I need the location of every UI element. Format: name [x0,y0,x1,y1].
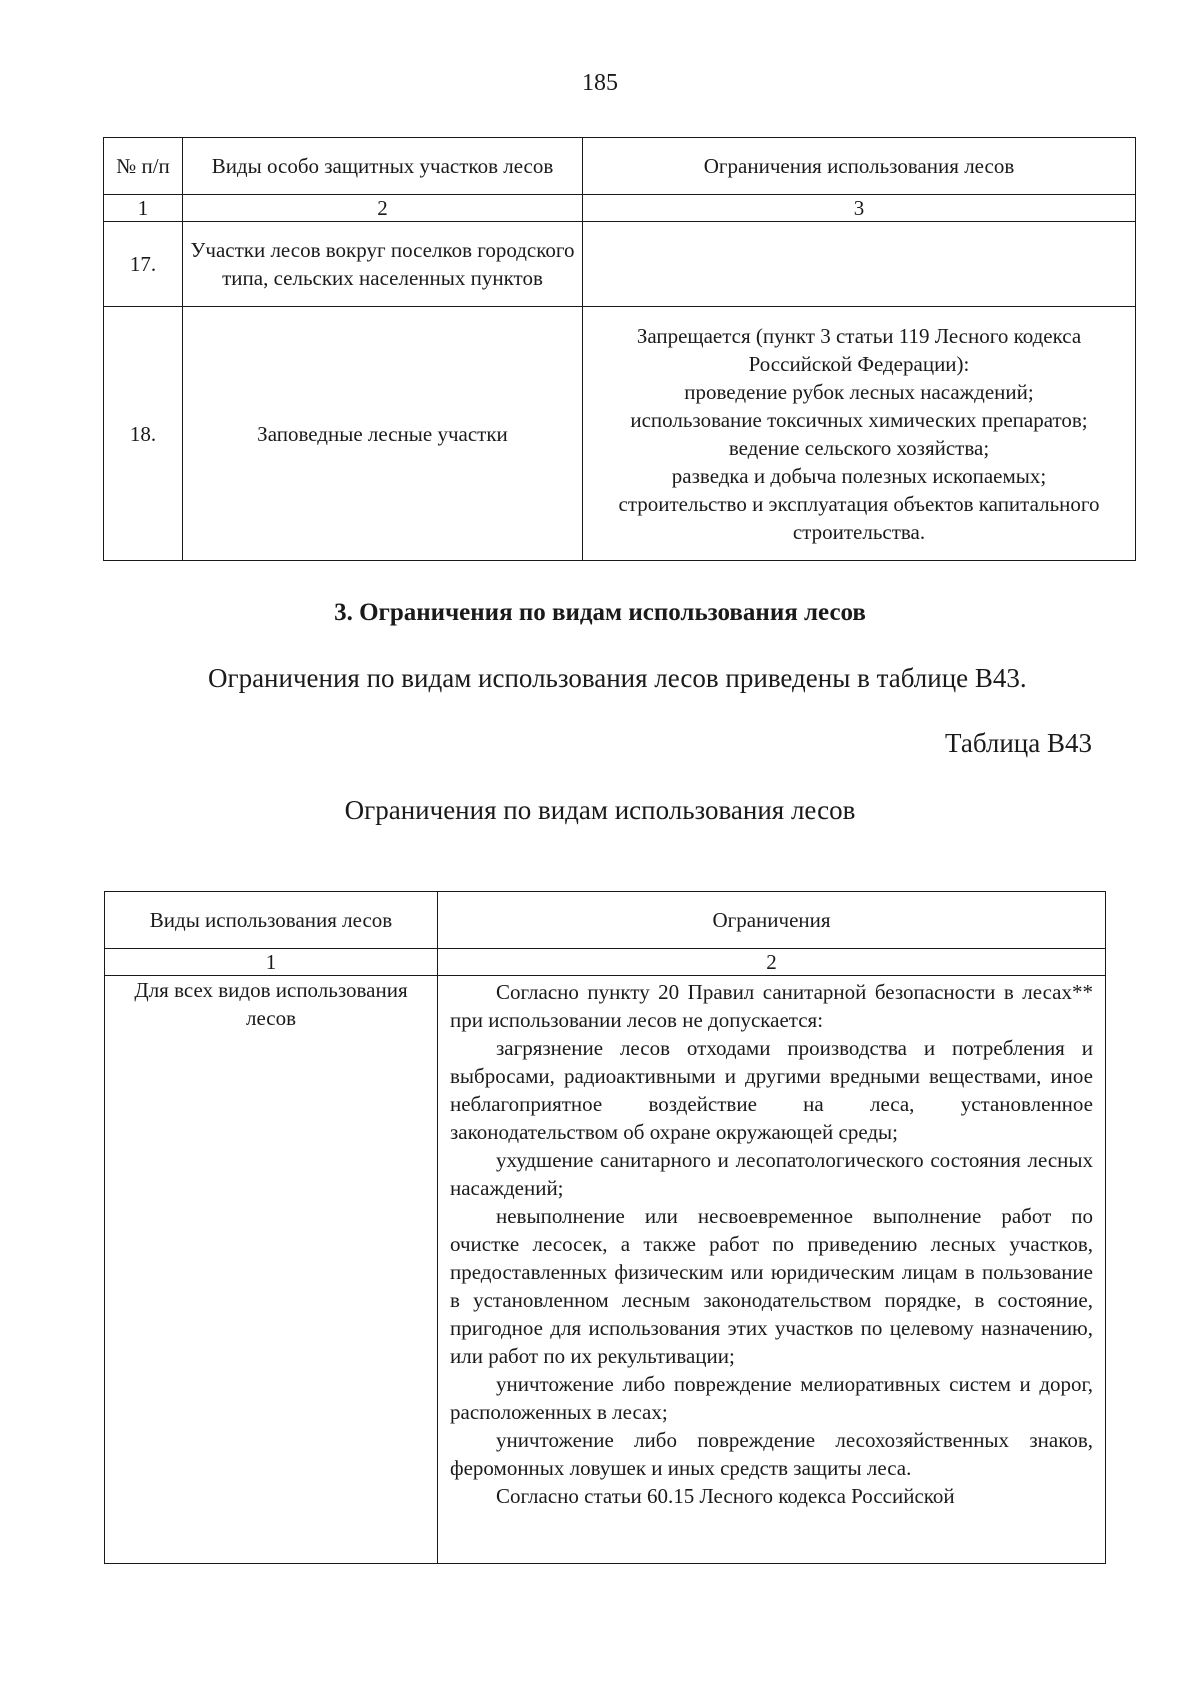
restriction-paragraph: уничтожение либо повреждение лесохозяйственных знаков, феромонных ловушек и иных средств защиты леса. [450,1428,1093,1480]
column-index: 2 [438,949,1106,976]
restrictions-cell [583,307,1136,561]
table-header-row [105,892,1106,949]
header-number: № п/п [104,138,183,195]
restriction-paragraph: Согласно пункту 20 Правил санитарной безопасности в лесах** при использовании лесов не допускается: [450,980,1093,1032]
restriction-paragraph: ухудшение санитарного и лесопатологического состояния лесных насаждений; [450,1148,1093,1200]
restriction-paragraph: уничтожение либо повреждение мелиоративных систем и дорог, расположенных в лесах; [450,1372,1093,1424]
header-area-type: Виды особо защитных участков лесов [183,138,583,195]
header-restrictions: Ограничения [438,892,1106,949]
table-label: Таблица В43 [945,728,1092,758]
table-row [104,307,1136,561]
column-index-row [105,949,1106,976]
column-index: 2 [183,195,583,222]
usage-restrictions-table [104,891,1106,1564]
restriction-line: разведка и добыча полезных ископаемых; [671,463,1047,488]
restriction-paragraph: Согласно статьи 60.15 Лесного кодекса Российской [496,1484,955,1508]
protected-areas-table [103,137,1136,561]
table-caption: Ограничения по видам использования лесов [344,795,856,825]
section-title: 3. Ограничения по видам использования лесов [334,599,866,626]
table-row [104,222,1136,307]
row-number: 17. [104,222,183,307]
area-type: Участки лесов вокруг поселков городского типа, сельских населенных пунктов [183,222,583,307]
area-type: Заповедные лесные участки [183,307,583,561]
column-index-row [104,195,1136,222]
usage-type: Для всех видов использования лесов [105,976,438,1564]
restriction-line: строительство и эксплуатация объектов капитального строительства. [618,491,1100,544]
page-number: 185 [582,70,618,96]
column-index: 1 [105,949,438,976]
column-index: 1 [104,195,183,222]
table-row [105,976,1106,1564]
restrictions-text [438,976,1106,1564]
restriction-line: ведение сельского хозяйства; [728,435,990,460]
header-usage-type: Виды использования лесов [105,892,438,949]
restriction-paragraph: невыполнение или несвоевременное выполнение работ по очистке лесосек, а также работ по приведению лесных участков, предоставленных физическим или юридическим лицам в пользование в установленном лесным законодательством порядке, в состояние, пригодное для использования этих участков по целевому назначению, или работ по их рекультивации; [450,1204,1093,1368]
header-restrictions: Ограничения использования лесов [583,138,1136,195]
restriction-line: Запрещается (пункт 3 статьи 119 Лесного кодекса Российской Федерации): [636,323,1082,376]
restrictions-cell [583,222,1136,307]
table-header-row [104,138,1136,195]
restriction-line: использование токсичных химических препаратов; [630,407,1088,432]
restriction-paragraph: загрязнение лесов отходами производства и потребления и выбросами, радиоактивными и другими вредными веществами, иное неблагоприятное воздействие на леса, установленное законодательством об охране окружающей среды; [450,1036,1093,1144]
column-index: 3 [583,195,1136,222]
row-number: 18. [104,307,183,561]
restriction-line: проведение рубок лесных насаждений; [684,379,1034,404]
intro-paragraph: Ограничения по видам использования лесов приведены в таблице В43. [208,663,1027,693]
